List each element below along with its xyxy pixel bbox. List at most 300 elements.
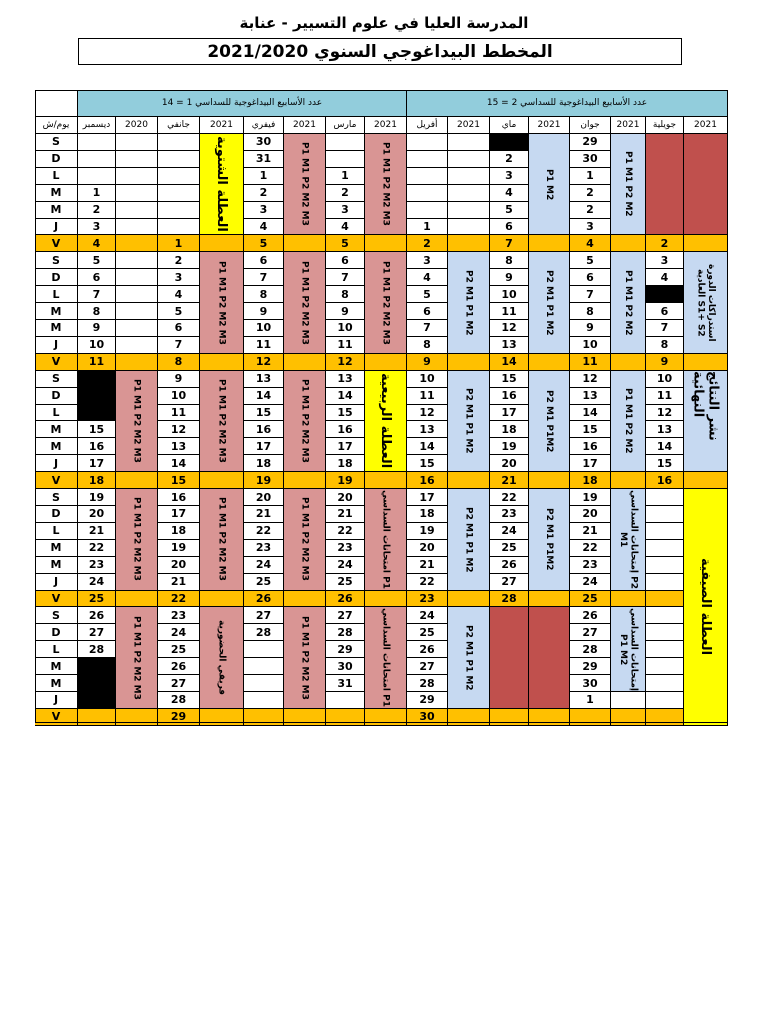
- date-cell: [200, 235, 244, 252]
- date-cell: 3: [326, 202, 365, 219]
- date-cell: 15: [570, 421, 611, 438]
- date-cell: [529, 354, 570, 371]
- date-cell: [646, 658, 684, 675]
- study-block: P1 M1 P2 M2 M3: [284, 371, 326, 472]
- semester1-title: عدد الأسابيع البيداغوجية للسداسي 1 = 14: [78, 90, 407, 117]
- date-cell: [284, 591, 326, 608]
- date-cell: [326, 151, 365, 168]
- date-cell: [646, 641, 684, 658]
- date-cell: [158, 185, 200, 202]
- date-cell: 4: [158, 286, 200, 303]
- day-label: M: [35, 658, 78, 675]
- date-cell: 30: [244, 134, 284, 151]
- exam-block: إمتحانات السداسي P2 M1: [611, 489, 646, 590]
- day-label: S: [35, 607, 78, 624]
- date-cell: 23: [326, 540, 365, 557]
- date-cell: 27: [78, 624, 116, 641]
- month-header: مارس: [326, 117, 365, 134]
- date-cell: [570, 709, 611, 726]
- date-cell: 5: [326, 235, 365, 252]
- date-cell: 9: [326, 303, 365, 320]
- date-cell: [407, 168, 448, 185]
- date-cell: 5: [78, 252, 116, 269]
- date-cell: [448, 472, 490, 489]
- date-cell: [365, 591, 407, 608]
- date-cell: 23: [490, 506, 529, 523]
- day-label: L: [35, 523, 78, 540]
- date-cell: 8: [407, 337, 448, 354]
- date-cell: 6: [646, 303, 684, 320]
- date-cell: 9: [570, 320, 611, 337]
- spring-holiday-block: العطلة الربيعية: [365, 371, 407, 472]
- date-cell: 15: [78, 421, 116, 438]
- day-label: V: [35, 235, 78, 252]
- results-block: نشر النتائج النهائية: [684, 371, 728, 472]
- date-cell: 7: [244, 269, 284, 286]
- day-label: V: [35, 591, 78, 608]
- date-cell: [448, 185, 490, 202]
- date-cell: 2: [158, 252, 200, 269]
- date-cell: 27: [490, 574, 529, 591]
- date-cell: [448, 134, 490, 151]
- date-cell: 6: [326, 252, 365, 269]
- study-block: P1 M1 P2 M2 M3: [200, 489, 244, 590]
- date-cell: [158, 151, 200, 168]
- date-cell: 22: [490, 489, 529, 506]
- month-header: 2020: [116, 117, 158, 134]
- date-cell: 28: [570, 641, 611, 658]
- date-cell: 4: [490, 185, 529, 202]
- date-cell: [116, 252, 158, 269]
- date-cell: [200, 354, 244, 371]
- date-cell: 7: [407, 320, 448, 337]
- study-block: P2 M1 P1 M2: [448, 607, 490, 708]
- study-block: P1 M1 P2 M2 M3: [116, 371, 158, 472]
- study-block: P1 M2: [529, 134, 570, 235]
- date-cell: 17: [78, 455, 116, 472]
- date-cell: 21: [570, 523, 611, 540]
- study-block: P1 M1 P2 M2 M3: [365, 134, 407, 235]
- date-cell: 25: [326, 574, 365, 591]
- date-cell: 2: [570, 202, 611, 219]
- date-cell: [646, 624, 684, 641]
- exam-block: امتحانات السداسي P1: [365, 607, 407, 708]
- date-cell: 21: [490, 472, 529, 489]
- date-cell: 7: [490, 235, 529, 252]
- date-cell: 7: [570, 286, 611, 303]
- month-header: 2021: [200, 117, 244, 134]
- date-cell: [116, 303, 158, 320]
- date-cell: 23: [158, 607, 200, 624]
- date-cell: 3: [407, 252, 448, 269]
- study-block: P1 M1 P2 M2: [611, 134, 646, 235]
- day-label: D: [35, 269, 78, 286]
- date-cell: [684, 472, 728, 489]
- date-cell: [646, 709, 684, 726]
- date-cell: [244, 709, 284, 726]
- day-label: M: [35, 540, 78, 557]
- date-cell: 21: [158, 574, 200, 591]
- date-cell: 3: [158, 269, 200, 286]
- date-cell: 27: [158, 675, 200, 692]
- day-label: J: [35, 219, 78, 236]
- day-label: L: [35, 405, 78, 422]
- date-cell: [116, 337, 158, 354]
- date-cell: 15: [326, 405, 365, 422]
- date-cell: 7: [646, 320, 684, 337]
- date-cell: 23: [244, 540, 284, 557]
- date-cell: [611, 709, 646, 726]
- date-cell: 25: [570, 591, 611, 608]
- study-block: فريقي الحضورية: [200, 607, 244, 708]
- date-cell: 25: [78, 591, 116, 608]
- date-cell: 2: [244, 185, 284, 202]
- day-label: J: [35, 455, 78, 472]
- date-cell: 8: [326, 286, 365, 303]
- date-cell: 27: [326, 607, 365, 624]
- date-cell: 26: [570, 607, 611, 624]
- date-cell: [529, 235, 570, 252]
- date-cell: 15: [407, 455, 448, 472]
- date-cell: 8: [244, 286, 284, 303]
- month-header: 2021: [284, 117, 326, 134]
- date-cell: 29: [570, 134, 611, 151]
- date-cell: 16: [570, 438, 611, 455]
- date-cell: 11: [78, 354, 116, 371]
- date-cell: 16: [244, 421, 284, 438]
- date-cell: 8: [490, 252, 529, 269]
- month-header: جويلية: [646, 117, 684, 134]
- date-cell: 25: [407, 624, 448, 641]
- date-cell: 22: [570, 540, 611, 557]
- date-cell: 28: [490, 591, 529, 608]
- date-cell: 2: [326, 185, 365, 202]
- day-label: V: [35, 354, 78, 371]
- exam-block: امتحانات السداسي P1: [365, 489, 407, 590]
- date-cell: [529, 591, 570, 608]
- date-cell: 5: [158, 303, 200, 320]
- date-cell: 18: [326, 455, 365, 472]
- date-cell: [646, 574, 684, 591]
- date-cell: [365, 235, 407, 252]
- date-cell: 22: [158, 591, 200, 608]
- date-cell: 14: [646, 438, 684, 455]
- date-cell: [116, 320, 158, 337]
- date-cell: [611, 472, 646, 489]
- date-cell: 17: [326, 438, 365, 455]
- date-cell: 28: [158, 692, 200, 709]
- month-header: ديسمبر: [78, 117, 116, 134]
- date-cell: 1: [78, 185, 116, 202]
- date-cell: [611, 692, 646, 709]
- date-cell: [284, 709, 326, 726]
- date-cell: 24: [490, 523, 529, 540]
- date-cell: 17: [407, 489, 448, 506]
- date-cell: 17: [490, 405, 529, 422]
- study-block: P1 M1 P2 M2 M3: [284, 607, 326, 708]
- date-cell: 25: [490, 540, 529, 557]
- date-cell: [646, 557, 684, 574]
- date-cell: 18: [244, 455, 284, 472]
- blocked-cell: [646, 286, 684, 303]
- date-cell: 3: [244, 202, 284, 219]
- date-cell: [448, 709, 490, 726]
- day-label: V: [35, 472, 78, 489]
- study-block: P2 M1 P1M2: [529, 371, 570, 472]
- date-cell: 14: [244, 388, 284, 405]
- date-cell: 4: [244, 219, 284, 236]
- study-block: P1 M1 P2 M2 M3: [365, 252, 407, 353]
- date-cell: 6: [490, 219, 529, 236]
- date-cell: 3: [78, 219, 116, 236]
- date-cell: 29: [407, 692, 448, 709]
- date-cell: [78, 134, 116, 151]
- date-cell: 23: [570, 557, 611, 574]
- date-cell: 10: [570, 337, 611, 354]
- date-cell: [244, 658, 284, 675]
- date-cell: 2: [407, 235, 448, 252]
- date-cell: [529, 472, 570, 489]
- date-cell: 28: [244, 624, 284, 641]
- date-cell: 7: [78, 286, 116, 303]
- plan-title: المخطط البيداغوجي السنوي 2021/2020: [78, 38, 682, 65]
- date-cell: 1: [158, 235, 200, 252]
- date-cell: 20: [570, 506, 611, 523]
- day-label: J: [35, 692, 78, 709]
- day-label: S: [35, 134, 78, 151]
- date-cell: [116, 134, 158, 151]
- date-cell: [646, 523, 684, 540]
- date-cell: 22: [326, 523, 365, 540]
- date-cell: 12: [490, 320, 529, 337]
- date-cell: 20: [78, 506, 116, 523]
- date-cell: 6: [78, 269, 116, 286]
- date-cell: [365, 472, 407, 489]
- date-cell: 22: [244, 523, 284, 540]
- date-cell: 25: [244, 574, 284, 591]
- day-label: V: [35, 709, 78, 726]
- date-cell: 24: [78, 574, 116, 591]
- date-cell: 16: [78, 438, 116, 455]
- day-label: S: [35, 489, 78, 506]
- date-cell: [448, 202, 490, 219]
- date-cell: 13: [326, 371, 365, 388]
- date-cell: 31: [326, 675, 365, 692]
- date-cell: 20: [158, 557, 200, 574]
- date-cell: [611, 591, 646, 608]
- date-cell: [158, 168, 200, 185]
- date-cell: 16: [490, 388, 529, 405]
- date-cell: [407, 151, 448, 168]
- semester2-title: عدد الأسابيع البيداغوجية للسداسي 2 = 15: [407, 90, 728, 117]
- date-cell: 5: [570, 252, 611, 269]
- date-cell: 10: [646, 371, 684, 388]
- date-cell: [611, 354, 646, 371]
- date-cell: 2: [78, 202, 116, 219]
- study-block: P1 M1 P2 M2: [611, 371, 646, 472]
- date-cell: 1: [570, 168, 611, 185]
- date-cell: 19: [326, 472, 365, 489]
- date-cell: 21: [407, 557, 448, 574]
- date-cell: [116, 185, 158, 202]
- date-cell: 26: [326, 591, 365, 608]
- date-cell: [326, 709, 365, 726]
- date-cell: [326, 692, 365, 709]
- date-cell: 7: [326, 269, 365, 286]
- date-cell: [200, 472, 244, 489]
- date-cell: 12: [326, 354, 365, 371]
- date-cell: 10: [490, 286, 529, 303]
- date-cell: 24: [158, 624, 200, 641]
- date-cell: [116, 591, 158, 608]
- day-label: M: [35, 675, 78, 692]
- month-header: 2021: [365, 117, 407, 134]
- date-cell: [646, 692, 684, 709]
- blocked-cell: [78, 658, 116, 709]
- date-cell: 11: [326, 337, 365, 354]
- date-cell: 6: [407, 303, 448, 320]
- date-cell: [529, 709, 570, 726]
- date-cell: 18: [570, 472, 611, 489]
- date-cell: 20: [244, 489, 284, 506]
- date-cell: 9: [407, 354, 448, 371]
- date-cell: [116, 151, 158, 168]
- date-cell: [116, 219, 158, 236]
- day-label: M: [35, 303, 78, 320]
- study-block: P1 M1 P2 M2 M3: [200, 371, 244, 472]
- date-cell: 30: [570, 151, 611, 168]
- date-cell: [78, 151, 116, 168]
- date-cell: 11: [244, 337, 284, 354]
- date-cell: 21: [78, 523, 116, 540]
- day-label: S: [35, 252, 78, 269]
- study-block: P1 M1 P2 M2 M3: [116, 489, 158, 590]
- date-cell: [646, 540, 684, 557]
- date-cell: [684, 354, 728, 371]
- date-cell: 25: [158, 641, 200, 658]
- date-cell: 30: [407, 709, 448, 726]
- date-cell: 21: [326, 506, 365, 523]
- date-cell: 13: [407, 421, 448, 438]
- date-cell: [448, 151, 490, 168]
- study-block: P1 M1 P2 M2 M3: [200, 252, 244, 353]
- date-cell: 23: [407, 591, 448, 608]
- date-cell: [284, 472, 326, 489]
- date-cell: [407, 134, 448, 151]
- day-label: D: [35, 151, 78, 168]
- date-cell: 8: [646, 337, 684, 354]
- date-cell: 15: [490, 371, 529, 388]
- blocked-cell: [78, 371, 116, 422]
- date-cell: 30: [326, 658, 365, 675]
- date-cell: 24: [326, 557, 365, 574]
- day-label: M: [35, 421, 78, 438]
- date-cell: 12: [570, 371, 611, 388]
- month-header: جانفي: [158, 117, 200, 134]
- date-cell: 4: [407, 269, 448, 286]
- date-cell: 12: [407, 405, 448, 422]
- date-cell: 20: [326, 489, 365, 506]
- study-block: P2 M1 P1 M2: [529, 252, 570, 353]
- date-cell: [244, 641, 284, 658]
- date-cell: 23: [78, 557, 116, 574]
- date-cell: [407, 185, 448, 202]
- month-header: جوان: [570, 117, 611, 134]
- study-block: P1 M1 P2 M2 M3: [284, 252, 326, 353]
- date-cell: 31: [244, 151, 284, 168]
- date-cell: 6: [244, 252, 284, 269]
- date-cell: 26: [158, 658, 200, 675]
- ratt-block: استدراكات الدورة العادية S1+ S2: [684, 252, 728, 353]
- date-cell: 8: [78, 303, 116, 320]
- study-block: P2 M1 P1M2: [529, 489, 570, 590]
- date-cell: 28: [78, 641, 116, 658]
- date-cell: 19: [244, 472, 284, 489]
- date-cell: 5: [490, 202, 529, 219]
- date-cell: 5: [407, 286, 448, 303]
- study-block: P2 M1 P1 M2: [448, 252, 490, 353]
- date-cell: [365, 709, 407, 726]
- red-block: [684, 134, 728, 235]
- date-cell: 8: [158, 354, 200, 371]
- date-cell: 27: [244, 607, 284, 624]
- day-label: M: [35, 185, 78, 202]
- date-cell: 11: [407, 388, 448, 405]
- date-cell: 14: [158, 455, 200, 472]
- red-block: [490, 607, 529, 708]
- date-cell: 7: [158, 337, 200, 354]
- date-cell: 1: [326, 168, 365, 185]
- date-cell: [244, 692, 284, 709]
- date-cell: 14: [326, 388, 365, 405]
- date-cell: [448, 235, 490, 252]
- date-cell: 15: [244, 405, 284, 422]
- date-cell: 11: [490, 303, 529, 320]
- study-block: P1 M1 P2 M2 M3: [284, 489, 326, 590]
- date-cell: 15: [158, 472, 200, 489]
- date-cell: [646, 607, 684, 624]
- date-cell: 2: [570, 185, 611, 202]
- date-cell: [116, 202, 158, 219]
- date-cell: 12: [244, 354, 284, 371]
- date-cell: 16: [326, 421, 365, 438]
- day-label: D: [35, 388, 78, 405]
- date-cell: 9: [490, 269, 529, 286]
- date-cell: 28: [407, 675, 448, 692]
- date-cell: [116, 286, 158, 303]
- date-cell: 11: [158, 405, 200, 422]
- day-label: M: [35, 438, 78, 455]
- month-header: 2021: [529, 117, 570, 134]
- date-cell: 20: [407, 540, 448, 557]
- date-cell: 8: [570, 303, 611, 320]
- date-cell: 1: [407, 219, 448, 236]
- date-cell: 18: [407, 506, 448, 523]
- date-cell: 21: [244, 506, 284, 523]
- date-cell: 14: [407, 438, 448, 455]
- date-cell: [448, 219, 490, 236]
- date-cell: 16: [407, 472, 448, 489]
- day-label: L: [35, 641, 78, 658]
- day-label: D: [35, 506, 78, 523]
- date-cell: 1: [244, 168, 284, 185]
- day-label: L: [35, 168, 78, 185]
- date-cell: [611, 235, 646, 252]
- date-cell: 26: [407, 641, 448, 658]
- date-cell: [284, 235, 326, 252]
- date-cell: [684, 235, 728, 252]
- date-cell: [78, 709, 116, 726]
